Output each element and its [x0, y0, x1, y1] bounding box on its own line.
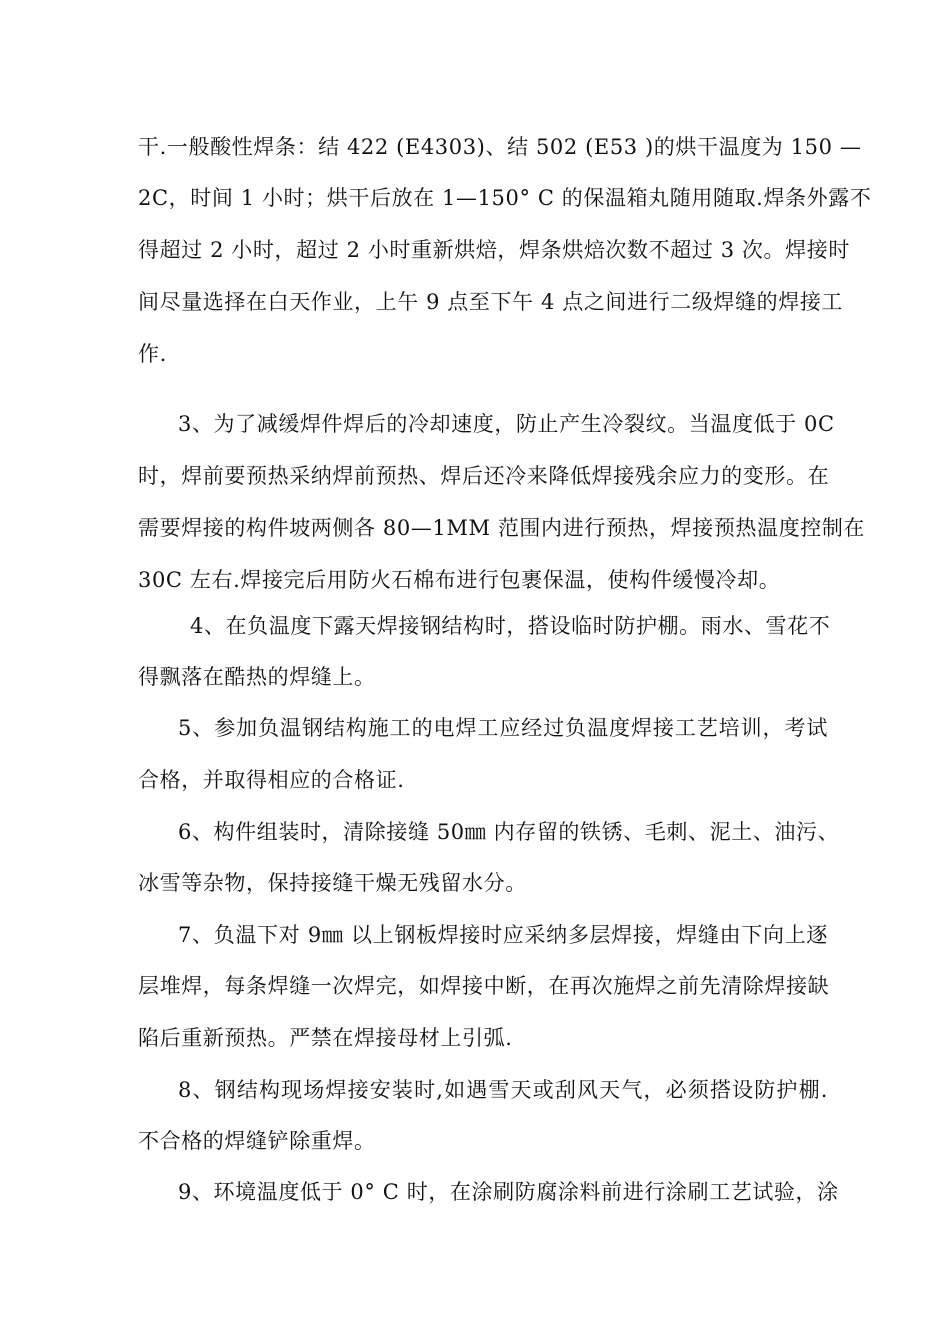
text-line: 作. — [138, 342, 167, 366]
text-line: 得飘落在酷热的焊缝上。 — [138, 665, 376, 689]
paragraph-4-start: 4、在负温度下露天焊接钢结构时，搭设临时防护棚。雨水、雪花不 — [190, 614, 831, 638]
text-line: 30C 左右.焊接完后用防火石棉布进行包裹保温，使构件缓慢冷却。 — [138, 568, 781, 592]
paragraph-9-start: 9、环境温度低于 0° C 时，在涂刷防腐涂料前进行涂刷工艺试验，涂 — [178, 1180, 839, 1204]
paragraph-8-start: 8、钢结构现场焊接安装时,如遇雪天或刮风天气，必须搭设防护棚. — [178, 1078, 828, 1102]
text-line: 不合格的焊缝铲除重焊。 — [138, 1129, 376, 1153]
paragraph-6-start: 6、构件组装时，清除接缝 50㎜ 内存留的铁锈、毛刺、泥土、油污、 — [178, 820, 840, 844]
text-line: 冰雪等杂物，保持接缝干燥无残留水分。 — [138, 871, 527, 895]
paragraph-7-start: 7、负温下对 9㎜ 以上钢板焊接时应采纳多层焊接，焊缝由下向上逐 — [178, 923, 828, 947]
paragraph-3-start: 3、为了减缓焊件焊后的冷却速度，防止产生冷裂纹。当温度低于 0C — [178, 412, 835, 436]
text-line: 合格，并取得相应的合格证. — [138, 768, 405, 792]
text-line: 时，焊前要预热采纳焊前预热、焊后还冷来降低焊接残余应力的变形。在 — [138, 464, 830, 488]
text-line: 陷后重新预热。严禁在焊接母材上引弧. — [138, 1026, 513, 1050]
text-line: 干.一般酸性焊条：结 422 (E4303)、结 502 (E53 )的烘干温度为 150 — — [138, 135, 862, 159]
text-line: 2C，时间 1 小时；烘干后放在 1—150° C 的保温箱丸随用随取.焊条外露不 — [138, 186, 872, 210]
text-line: 需要焊接的构件坡两侧各 80—1MM 范围内进行预热，焊接预热温度控制在 — [138, 516, 866, 540]
text-line: 得超过 2 小时，超过 2 小时重新烘焙，焊条烘焙次数不超过 3 次。焊接时 — [138, 238, 850, 262]
paragraph-5-start: 5、参加负温钢结构施工的电焊工应经过负温度焊接工艺培训，考试 — [178, 716, 828, 740]
text-line: 层堆焊，每条焊缝一次焊完，如焊接中断，在再次施焊之前先清除焊接缺 — [138, 974, 830, 998]
text-line: 间尽量选择在白天作业，上午 9 点至下午 4 点之间进行二级焊缝的焊接工 — [138, 290, 844, 314]
